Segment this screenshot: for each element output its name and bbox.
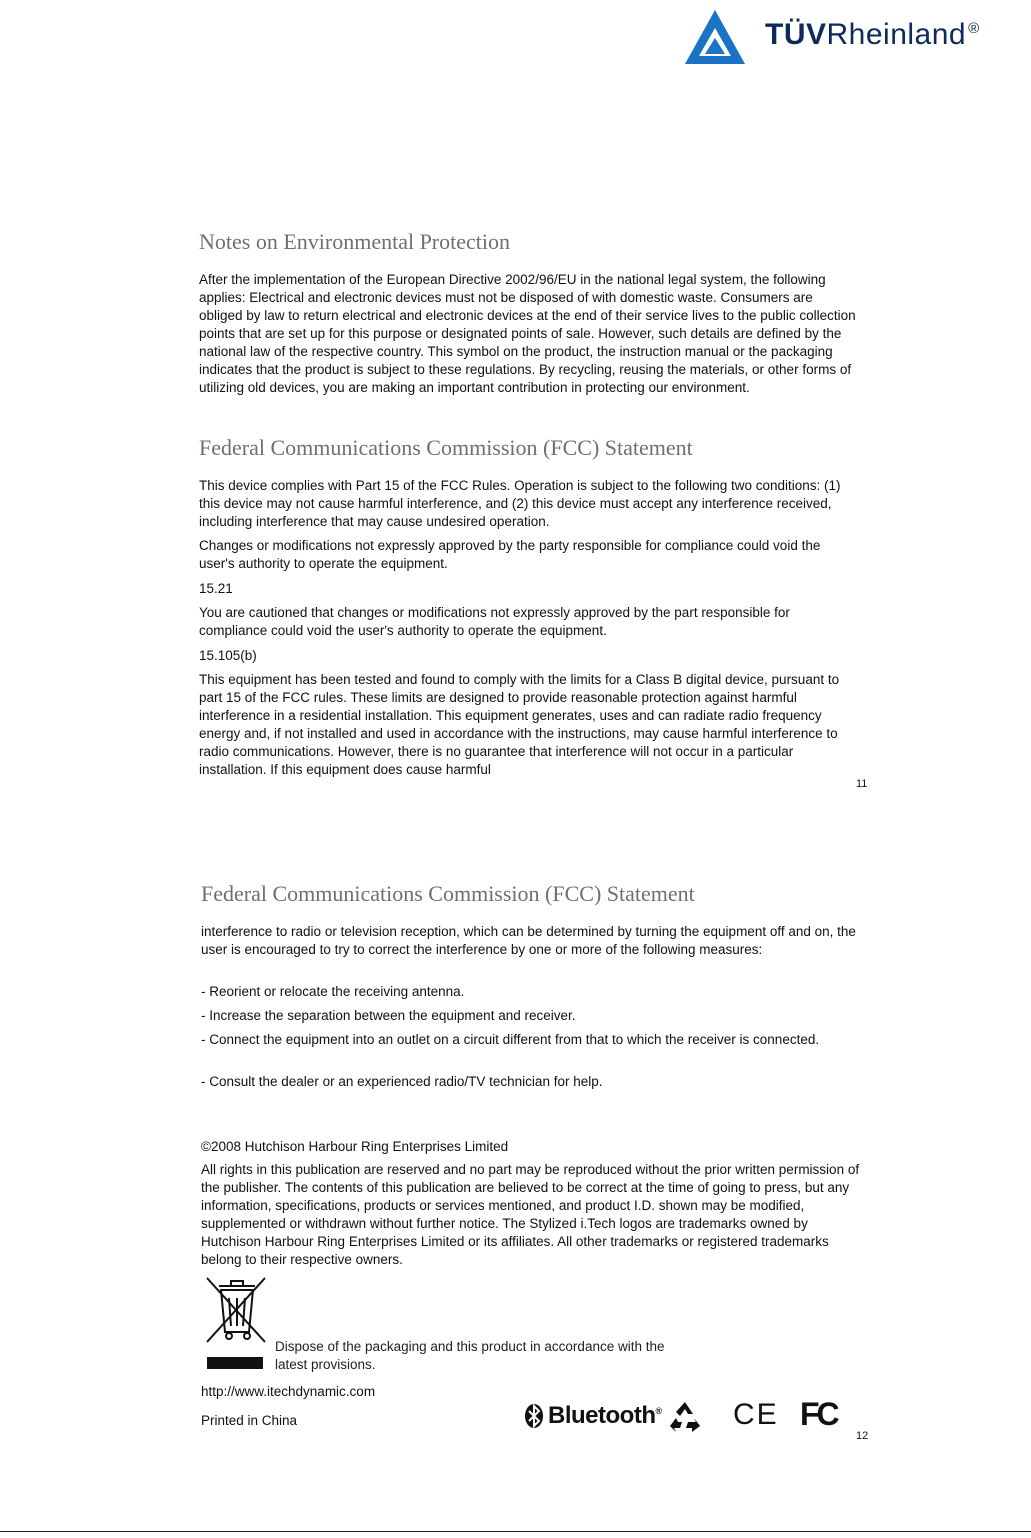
weee-bin-icon xyxy=(203,1276,269,1346)
fcc-heading-p11: Federal Communications Commission (FCC) Statement xyxy=(199,435,693,460)
copyright-line: ©2008 Hutchison Harbour Ring Enterprises Limited xyxy=(201,1139,509,1154)
fcc-paragraph-2: Changes or modifications not expressly approved by the party responsible for compliance could void the user's authority to operate the equipment. xyxy=(199,538,821,571)
fcc-paragraph-4: This equipment has been tested and found to comply with the limits for a Class B digital device, pursuant to part 15 of the FCC rules. These limits are designed to provide reasonable protection against harmful interference in a residential installation. This equipment generates, uses and can radiate radio frequency energy and, if not installed and used in accordance with the instructions, may cause harmful interference to radio communications. However, there is no guarantee that interference will not occur in a particular installation. If this equipment does cause harmful xyxy=(199,672,840,777)
ce-mark: CE xyxy=(733,1398,779,1431)
dispose-text: Dispose of the packaging and this product in accordance with the latest provisions. xyxy=(275,1339,665,1372)
measure-item: - Reorient or relocate the receiving antenna. xyxy=(201,984,465,999)
measure-item: - Consult the dealer or an experienced radio/TV technician for help. xyxy=(201,1074,603,1089)
rights-paragraph: All rights in this publication are reserved and no part may be reproduced without the prior written permission of the publisher. The contents of this publication are believed to be correct at the time of going to press, but any information, specifications, products or services mentioned, and product I.D. shown may be modified, supplemented or withdrawn without further notice. The Stylized i.Tech logos are trademarks owned by Hutchison Harbour Ring Enterprises Limited or its affiliates. All other trademarks or registered trademarks belong to their respective owners. xyxy=(201,1162,860,1267)
fcc-mark: FC xyxy=(800,1396,837,1432)
fcc-paragraph-3: You are cautioned that changes or modifications not expressly approved by the part responsible for compliance could void the user's authority to operate the equipment. xyxy=(199,605,790,638)
section-15-105b: 15.105(b) xyxy=(199,648,257,663)
fcc-heading-p12: Federal Communications Commission (FCC) Statement xyxy=(201,881,695,906)
tuv-logo-icon xyxy=(683,8,747,66)
bluetooth-icon xyxy=(524,1403,544,1429)
env-heading: Notes on Environmental Protection xyxy=(199,229,510,254)
printed-in: Printed in China xyxy=(201,1413,298,1428)
bluetooth-wordmark: Bluetooth® xyxy=(548,1402,662,1429)
section-15-21: 15.21 xyxy=(199,581,233,596)
weee-black-bar xyxy=(207,1357,263,1369)
fcc-paragraph-1: This device complies with Part 15 of the FCC Rules. Operation is subject to the following two conditions: (1) this device may not cause harmful interference, and (2) this device must accept any interference received, including interference that may cause undesired operation. xyxy=(199,478,841,529)
recycle-icon xyxy=(666,1400,704,1434)
website-url: http://www.itechdynamic.com xyxy=(201,1384,376,1399)
tuv-logo-text: TÜVRheinland ® xyxy=(765,18,980,51)
env-paragraph: After the implementation of the European Directive 2002/96/EU in the national legal system, the following applies: Electrical and electronic devices must not be disposed of with domestic waste. Consumers are obliged by law to return electrical and electronic devices at the end of their service lives to the public collection points that are set up for this purpose or designated points of sale. However, such details are defined by the national law of the respective country. This symbol on the product, the instruction manual or the packaging indicates that the product is subject to these regulations. By recycling, reusing the materials, or other forms of utilizing old devices, you are making an important contribution in protecting our environment. xyxy=(199,272,856,395)
page-number-11: 11 xyxy=(856,778,868,790)
measure-item: - Increase the separation between the equipment and receiver. xyxy=(201,1008,576,1023)
fcc-continued-paragraph: interference to radio or television reception, which can be determined by turning the equipment off and on, the user is encouraged to try to correct the interference by one or more of the following measures: xyxy=(201,924,856,957)
page-number-12: 12 xyxy=(856,1430,869,1442)
measure-item: - Connect the equipment into an outlet on a circuit different from that to which the receiver is connected. xyxy=(201,1032,820,1047)
